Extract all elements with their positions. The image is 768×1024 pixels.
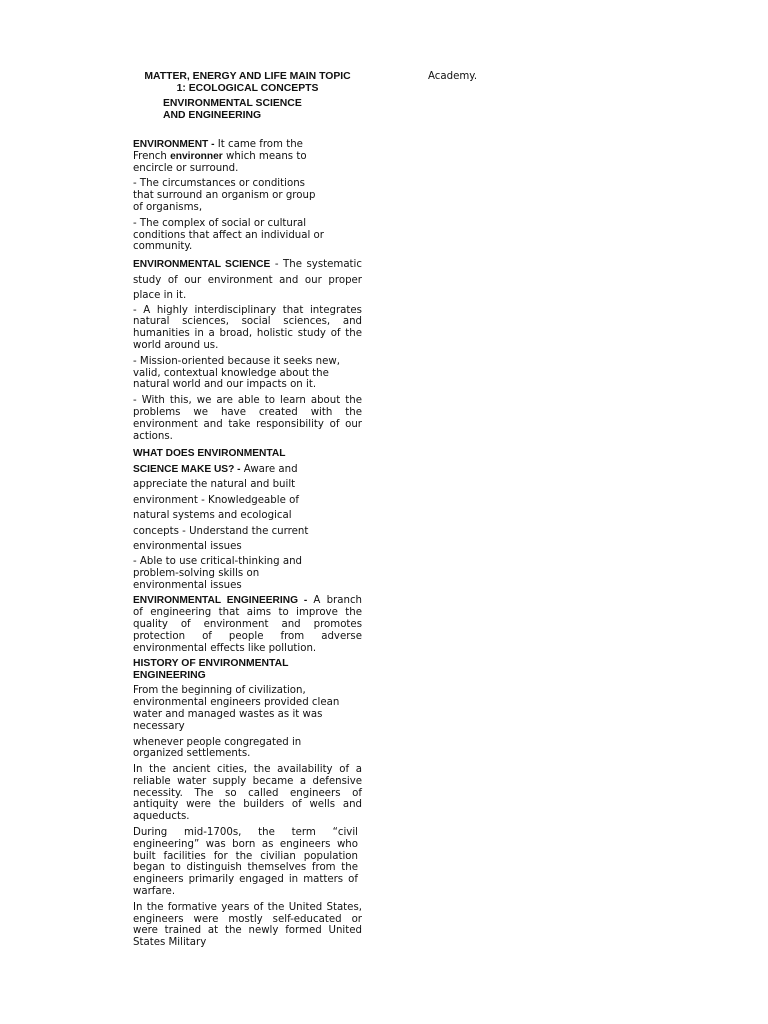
makes-us-question: WHAT DOES ENVIRONMENTAL SCIENCE MAKE US? - <box>133 448 286 475</box>
env-science-term: ENVIRONMENTAL SCIENCE <box>133 259 271 271</box>
makes-us-point-1: - Able to use critical-thinking and problem-solving skills on environmental issues <box>133 555 303 591</box>
subtitle-line2: AND ENGINEERING <box>163 109 262 121</box>
environment-def-bold: environner <box>170 150 223 162</box>
environment-def-b: which means to encircle or surround. <box>133 150 307 174</box>
env-engineering-definition <box>133 595 362 654</box>
left-column <box>133 71 362 953</box>
history-continued: Academy. <box>428 71 478 82</box>
environment-point-2: - The complex of social or cultural conditions that affect an individual or community. <box>133 217 324 253</box>
environment-point-1: - The circumstances or conditions that surround an organism or group of organisms, <box>133 178 316 213</box>
env-science-definition <box>133 257 362 304</box>
history-paragraph-3: In the ancient cities, the availability of a reliable water supply became a defensive necessity. The so called engineers of antiquity were the builders of wells and aqueducts. <box>133 764 362 823</box>
main-title-line2: 1: ECOLOGICAL CONCEPTS <box>176 82 319 94</box>
history-paragraph-1: From the beginning of civilization, environmental engineers provided clean water and managed wastes as it was necessary <box>133 685 340 732</box>
env-science-point-2: - Mission-oriented because it seeks new, valid, contextual knowledge about the natural world and our impacts on it. <box>133 355 340 391</box>
history-paragraph-4: During mid-1700s, the term “civil engineering” was born as engineers who built facilities for the civilian population began to distinguish themselves from the engineers primarily engaged in matters of warfare. <box>133 827 358 898</box>
makes-us-paragraph <box>133 446 333 555</box>
env-science-point-1: - A highly interdisciplinary that integrates natural sciences, social sciences, and humanities in a broad, holistic study of the world around us. <box>133 304 362 352</box>
main-title-line1: MATTER, ENERGY AND LIFE MAIN TOPIC <box>144 71 351 82</box>
history-heading: HISTORY OF ENVIRONMENTAL ENGINEERING <box>133 658 289 681</box>
env-engineering-def: A branch of engineering that aims to improve the quality of environment and promotes protection of people from adverse environmental effects like pollution. <box>133 595 362 654</box>
spacer <box>133 121 362 139</box>
history-paragraph-5: In the formative years of the United States, engineers were mostly self-educated or were trained at the newly formed United States Military <box>133 901 362 949</box>
history-paragraph-2: whenever people congregated in organized settlements. <box>133 736 302 760</box>
env-science-point-3: - With this, we are able to learn about the problems we have created with the environment and take responsibility of our actions. <box>133 395 362 442</box>
environment-term: ENVIRONMENT - <box>133 139 215 150</box>
env-science-def: - The systematic study of our environment and our proper place in it. <box>133 259 362 302</box>
environment-definition <box>133 139 333 174</box>
env-engineering-term: ENVIRONMENTAL ENGINEERING - <box>133 595 308 607</box>
subtitle-line1: ENVIRONMENTAL SCIENCE <box>163 98 302 109</box>
environment-def-a: It came from the French <box>133 139 303 162</box>
makes-us-answer: Aware and appreciate the natural and built environment - Knowledgeable of natural systems and ecological concepts - Understand the current environmental issues <box>133 463 309 553</box>
right-column <box>428 71 477 87</box>
